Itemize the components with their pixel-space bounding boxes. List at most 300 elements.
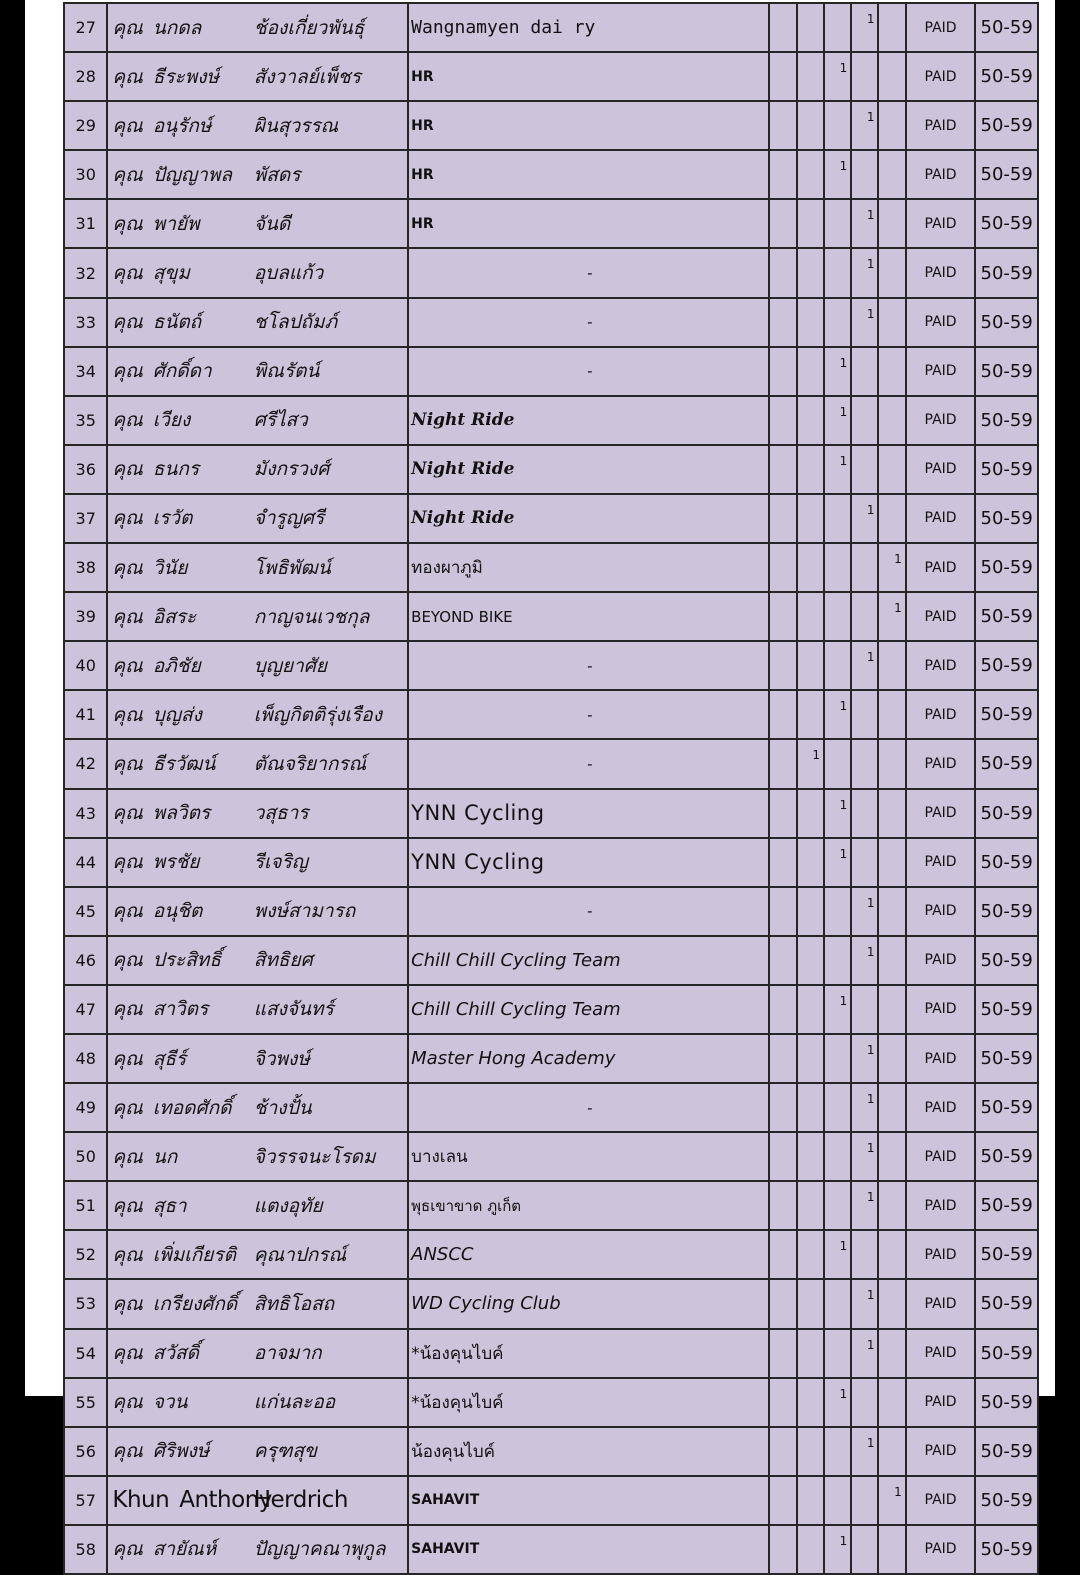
category-mark-cell: 1 xyxy=(878,1476,905,1525)
category-mark-cell xyxy=(851,150,878,199)
first-name-cell xyxy=(107,1378,253,1427)
category-mark-cell xyxy=(797,3,824,52)
first-name: ศิริพงษ์ xyxy=(152,1440,210,1463)
team-cell: WD Cycling Club xyxy=(408,1279,769,1328)
row-number-cell: 40 xyxy=(64,641,107,690)
payment-status-cell: PAID xyxy=(906,739,976,788)
category-mark-cell xyxy=(769,936,796,985)
category-mark-cell xyxy=(797,1378,824,1427)
row-number-cell: 37 xyxy=(64,494,107,543)
table-row xyxy=(64,1476,1038,1525)
payment-status-cell: PAID xyxy=(906,396,976,445)
first-name-cell xyxy=(107,1329,253,1378)
team-cell: YNN Cycling xyxy=(408,838,769,887)
first-name: อนุรักษ์ xyxy=(152,114,212,137)
team-cell: - xyxy=(408,298,769,347)
category-mark-cell xyxy=(797,52,824,101)
first-name: นกดล xyxy=(152,16,202,39)
first-name: ปัญญาพล xyxy=(152,163,233,186)
table-row xyxy=(64,347,1038,396)
category-mark-cell xyxy=(878,52,905,101)
category-mark-cell xyxy=(878,936,905,985)
category-mark-cell xyxy=(878,887,905,936)
category-mark-cell xyxy=(824,1427,851,1476)
name-prefix: คุณ xyxy=(112,360,143,383)
category-mark-cell xyxy=(851,396,878,445)
row-number-cell: 31 xyxy=(64,199,107,248)
category-mark-cell xyxy=(769,1230,796,1279)
category-mark-cell xyxy=(797,543,824,592)
table-row xyxy=(64,1083,1038,1132)
category-mark-cell xyxy=(878,1181,905,1230)
first-name-cell xyxy=(107,1230,253,1279)
category-mark-cell: 1 xyxy=(851,936,878,985)
category-mark-cell xyxy=(878,248,905,297)
first-name: จวน xyxy=(152,1391,188,1414)
category-mark-cell xyxy=(824,3,851,52)
age-group-cell: 50-59 xyxy=(975,1181,1038,1230)
age-group-cell: 50-59 xyxy=(975,101,1038,150)
category-mark-cell: 1 xyxy=(824,1230,851,1279)
first-name-cell xyxy=(107,592,253,641)
table-row xyxy=(64,494,1038,543)
category-mark-cell xyxy=(797,887,824,936)
age-group-cell: 50-59 xyxy=(975,1132,1038,1181)
row-number-cell: 57 xyxy=(64,1476,107,1525)
payment-status-cell: PAID xyxy=(906,1083,976,1132)
category-mark-cell xyxy=(797,985,824,1034)
category-mark-cell xyxy=(878,199,905,248)
table-row xyxy=(64,641,1038,690)
team-cell: Night Ride xyxy=(408,494,769,543)
row-number-cell: 58 xyxy=(64,1525,107,1574)
name-prefix: คุณ xyxy=(112,851,143,874)
row-number-cell: 49 xyxy=(64,1083,107,1132)
category-mark-cell: 1 xyxy=(851,1329,878,1378)
last-name-cell: พงษ์สามารถ xyxy=(254,887,408,936)
category-mark-cell xyxy=(851,1476,878,1525)
category-mark-cell xyxy=(797,347,824,396)
table-row xyxy=(64,101,1038,150)
name-prefix: คุณ xyxy=(112,262,143,285)
payment-status-cell: PAID xyxy=(906,1378,976,1427)
first-name-cell xyxy=(107,445,253,494)
first-name: พายัพ xyxy=(152,212,200,235)
last-name-cell: เพ็ญกิตติรุ่งเรือง xyxy=(254,690,408,739)
category-mark-cell xyxy=(769,1476,796,1525)
category-mark-cell xyxy=(797,838,824,887)
team-cell: - xyxy=(408,641,769,690)
last-name-cell: แตงอุทัย xyxy=(254,1181,408,1230)
category-mark-cell xyxy=(878,3,905,52)
team-cell: - xyxy=(408,690,769,739)
last-name-cell: แสงจันทร์ xyxy=(254,985,408,1034)
category-mark-cell xyxy=(797,1181,824,1230)
last-name-cell: จันดี xyxy=(254,199,408,248)
last-name-cell: ครุฑสุข xyxy=(254,1427,408,1476)
row-number-cell: 46 xyxy=(64,936,107,985)
category-mark-cell xyxy=(797,298,824,347)
first-name-cell xyxy=(107,936,253,985)
category-mark-cell xyxy=(769,1279,796,1328)
category-mark-cell xyxy=(797,789,824,838)
last-name-cell: คุณาปกรณ์ xyxy=(254,1230,408,1279)
table-row xyxy=(64,1230,1038,1279)
age-group-cell: 50-59 xyxy=(975,396,1038,445)
first-name-cell xyxy=(107,641,253,690)
last-name-cell: กาญจนเวชกุล xyxy=(254,592,408,641)
category-mark-cell xyxy=(878,1279,905,1328)
category-mark-cell xyxy=(851,739,878,788)
team-cell: - xyxy=(408,248,769,297)
category-mark-cell xyxy=(769,789,796,838)
table-row xyxy=(64,396,1038,445)
category-mark-cell xyxy=(797,1427,824,1476)
name-prefix: คุณ xyxy=(112,16,143,39)
age-group-cell: 50-59 xyxy=(975,1230,1038,1279)
row-number-cell: 35 xyxy=(64,396,107,445)
team-cell: HR xyxy=(408,150,769,199)
category-mark-cell xyxy=(851,347,878,396)
category-mark-cell: 1 xyxy=(851,1181,878,1230)
first-name-cell xyxy=(107,199,253,248)
document-page xyxy=(25,0,1055,1561)
category-mark-cell: 1 xyxy=(851,1034,878,1083)
first-name: Anthony xyxy=(179,1487,272,1514)
name-prefix: คุณ xyxy=(112,163,143,186)
age-group-cell: 50-59 xyxy=(975,1476,1038,1525)
name-prefix: คุณ xyxy=(112,556,143,579)
first-name: ธนัตถ์ xyxy=(152,311,202,334)
payment-status-cell: PAID xyxy=(906,52,976,101)
first-name-cell xyxy=(107,1034,253,1083)
category-mark-cell: 1 xyxy=(878,543,905,592)
category-mark-cell xyxy=(878,445,905,494)
first-name: ศักดิ์ดา xyxy=(152,360,212,383)
team-cell: Night Ride xyxy=(408,445,769,494)
category-mark-cell xyxy=(878,1378,905,1427)
first-name: พรชัย xyxy=(152,851,200,874)
name-prefix: คุณ xyxy=(112,752,143,775)
first-name-cell xyxy=(107,1132,253,1181)
category-mark-cell xyxy=(824,936,851,985)
name-prefix: คุณ xyxy=(112,1243,143,1266)
row-number-cell: 30 xyxy=(64,150,107,199)
table-row xyxy=(64,985,1038,1034)
category-mark-cell: 1 xyxy=(851,1279,878,1328)
category-mark-cell xyxy=(769,838,796,887)
row-number-cell: 43 xyxy=(64,789,107,838)
table-row xyxy=(64,1279,1038,1328)
category-mark-cell xyxy=(878,347,905,396)
category-mark-cell xyxy=(824,543,851,592)
row-number-cell: 44 xyxy=(64,838,107,887)
row-number-cell: 34 xyxy=(64,347,107,396)
first-name: เกรียงศักดิ์ xyxy=(152,1292,238,1315)
category-mark-cell: 1 xyxy=(851,1132,878,1181)
payment-status-cell: PAID xyxy=(906,1279,976,1328)
row-number-cell: 29 xyxy=(64,101,107,150)
name-prefix: คุณ xyxy=(112,507,143,530)
name-prefix: คุณ xyxy=(112,311,143,334)
category-mark-cell: 1 xyxy=(824,445,851,494)
category-mark-cell xyxy=(878,396,905,445)
payment-status-cell: PAID xyxy=(906,3,976,52)
category-mark-cell xyxy=(824,887,851,936)
payment-status-cell: PAID xyxy=(906,789,976,838)
first-name: ธีรวัฒน์ xyxy=(152,752,216,775)
row-number-cell: 27 xyxy=(64,3,107,52)
first-name: สุธา xyxy=(152,1194,187,1217)
name-prefix: คุณ xyxy=(112,802,143,825)
first-name: นก xyxy=(152,1145,178,1168)
category-mark-cell xyxy=(878,494,905,543)
category-mark-cell xyxy=(797,1329,824,1378)
category-mark-cell xyxy=(878,1083,905,1132)
payment-status-cell: PAID xyxy=(906,936,976,985)
age-group-cell: 50-59 xyxy=(975,199,1038,248)
last-name-cell: ชโลปถัมภ์ xyxy=(254,298,408,347)
row-number-cell: 53 xyxy=(64,1279,107,1328)
age-group-cell: 50-59 xyxy=(975,1525,1038,1574)
first-name-cell xyxy=(107,52,253,101)
category-mark-cell xyxy=(851,543,878,592)
category-mark-cell xyxy=(797,396,824,445)
last-name-cell: แก่นละออ xyxy=(254,1378,408,1427)
payment-status-cell: PAID xyxy=(906,1476,976,1525)
table-row xyxy=(64,543,1038,592)
category-mark-cell xyxy=(797,150,824,199)
category-mark-cell xyxy=(769,248,796,297)
first-name: ประสิทธิ์ xyxy=(152,949,221,972)
table-row xyxy=(64,592,1038,641)
category-mark-cell xyxy=(878,789,905,838)
first-name: พลวิตร xyxy=(152,802,211,825)
category-mark-cell xyxy=(824,1132,851,1181)
category-mark-cell xyxy=(797,494,824,543)
category-mark-cell xyxy=(769,1034,796,1083)
name-prefix: คุณ xyxy=(112,900,143,923)
name-prefix: คุณ xyxy=(112,1342,143,1365)
category-mark-cell xyxy=(769,739,796,788)
category-mark-cell: 1 xyxy=(878,592,905,641)
name-prefix: คุณ xyxy=(112,212,143,235)
table-row xyxy=(64,248,1038,297)
row-number-cell: 47 xyxy=(64,985,107,1034)
name-prefix: คุณ xyxy=(112,1440,143,1463)
category-mark-cell xyxy=(797,690,824,739)
row-number-cell: 51 xyxy=(64,1181,107,1230)
row-number-cell: 50 xyxy=(64,1132,107,1181)
category-mark-cell xyxy=(797,101,824,150)
category-mark-cell xyxy=(851,1230,878,1279)
first-name-cell xyxy=(107,150,253,199)
first-name: สวัสดิ์ xyxy=(152,1342,199,1365)
category-mark-cell: 1 xyxy=(824,690,851,739)
first-name: สุขุม xyxy=(152,262,190,285)
team-cell: Chill Chill Cycling Team xyxy=(408,936,769,985)
table-row xyxy=(64,690,1038,739)
table-row xyxy=(64,1034,1038,1083)
payment-status-cell: PAID xyxy=(906,985,976,1034)
last-name-cell: จิวรรจนะโรดม xyxy=(254,1132,408,1181)
category-mark-cell xyxy=(769,641,796,690)
category-mark-cell: 1 xyxy=(824,52,851,101)
name-prefix: คุณ xyxy=(112,1292,143,1315)
first-name-cell xyxy=(107,690,253,739)
age-group-cell: 50-59 xyxy=(975,641,1038,690)
team-cell: HR xyxy=(408,199,769,248)
category-mark-cell xyxy=(851,690,878,739)
payment-status-cell: PAID xyxy=(906,641,976,690)
row-number-cell: 56 xyxy=(64,1427,107,1476)
last-name-cell: วสุธาร xyxy=(254,789,408,838)
first-name-cell xyxy=(107,248,253,297)
last-name-cell: ตัณจริยากรณ์ xyxy=(254,739,408,788)
payment-status-cell: PAID xyxy=(906,543,976,592)
payment-status-cell: PAID xyxy=(906,347,976,396)
first-name-cell xyxy=(107,1427,253,1476)
last-name-cell: มังกรวงศ์ xyxy=(254,445,408,494)
team-cell: บางเลน xyxy=(408,1132,769,1181)
team-cell: *น้องคุนไบค์ xyxy=(408,1329,769,1378)
last-name-cell: Herdrich xyxy=(254,1476,408,1525)
table-row xyxy=(64,1427,1038,1476)
age-group-cell: 50-59 xyxy=(975,739,1038,788)
first-name-cell xyxy=(107,789,253,838)
age-group-cell: 50-59 xyxy=(975,347,1038,396)
row-number-cell: 45 xyxy=(64,887,107,936)
row-number-cell: 48 xyxy=(64,1034,107,1083)
table-row xyxy=(64,1181,1038,1230)
first-name: สุธีร์ xyxy=(152,1047,187,1070)
first-name-cell xyxy=(107,985,253,1034)
row-number-cell: 28 xyxy=(64,52,107,101)
payment-status-cell: PAID xyxy=(906,150,976,199)
first-name: สาวิตร xyxy=(152,998,209,1021)
first-name-cell xyxy=(107,1525,253,1574)
last-name-cell: พัสดร xyxy=(254,150,408,199)
category-mark-cell xyxy=(769,347,796,396)
age-group-cell: 50-59 xyxy=(975,838,1038,887)
category-mark-cell xyxy=(769,298,796,347)
table-row xyxy=(64,887,1038,936)
first-name-cell xyxy=(107,396,253,445)
table-row xyxy=(64,936,1038,985)
category-mark-cell: 1 xyxy=(797,739,824,788)
age-group-cell: 50-59 xyxy=(975,1083,1038,1132)
name-prefix: Khun xyxy=(112,1487,170,1514)
name-prefix: คุณ xyxy=(112,1194,143,1217)
payment-status-cell: PAID xyxy=(906,1427,976,1476)
category-mark-cell xyxy=(878,1230,905,1279)
category-mark-cell xyxy=(851,52,878,101)
first-name-cell xyxy=(107,494,253,543)
table-row xyxy=(64,1329,1038,1378)
first-name-cell xyxy=(107,887,253,936)
name-prefix: คุณ xyxy=(112,458,143,481)
age-group-cell: 50-59 xyxy=(975,3,1038,52)
age-group-cell: 50-59 xyxy=(975,298,1038,347)
category-mark-cell: 1 xyxy=(824,396,851,445)
first-name: เวียง xyxy=(152,409,191,432)
category-mark-cell xyxy=(797,1230,824,1279)
last-name-cell: จิวพงษ์ xyxy=(254,1034,408,1083)
category-mark-cell: 1 xyxy=(851,298,878,347)
category-mark-cell xyxy=(797,592,824,641)
team-cell: YNN Cycling xyxy=(408,789,769,838)
team-cell: SAHAVIT xyxy=(408,1525,769,1574)
team-cell: Master Hong Academy xyxy=(408,1034,769,1083)
category-mark-cell xyxy=(851,838,878,887)
table-row xyxy=(64,789,1038,838)
first-name-cell xyxy=(107,739,253,788)
payment-status-cell: PAID xyxy=(906,838,976,887)
age-group-cell: 50-59 xyxy=(975,1279,1038,1328)
first-name-cell xyxy=(107,1476,272,1525)
team-cell: - xyxy=(408,887,769,936)
category-mark-cell xyxy=(797,445,824,494)
category-mark-cell xyxy=(851,985,878,1034)
table-row xyxy=(64,1132,1038,1181)
category-mark-cell: 1 xyxy=(824,347,851,396)
payment-status-cell: PAID xyxy=(906,1132,976,1181)
category-mark-cell xyxy=(769,1329,796,1378)
category-mark-cell: 1 xyxy=(824,985,851,1034)
name-prefix: คุณ xyxy=(112,654,143,677)
team-cell: - xyxy=(408,739,769,788)
category-mark-cell xyxy=(824,1034,851,1083)
last-name-cell: อุบลแก้ว xyxy=(254,248,408,297)
category-mark-cell xyxy=(797,1279,824,1328)
payment-status-cell: PAID xyxy=(906,494,976,543)
category-mark-cell xyxy=(769,101,796,150)
last-name-cell: สิทธิยศ xyxy=(254,936,408,985)
category-mark-cell xyxy=(769,494,796,543)
category-mark-cell: 1 xyxy=(851,641,878,690)
age-group-cell: 50-59 xyxy=(975,1427,1038,1476)
last-name-cell: ปัญญาคณาพุกูล xyxy=(254,1525,408,1574)
row-number-cell: 54 xyxy=(64,1329,107,1378)
category-mark-cell xyxy=(824,1476,851,1525)
first-name-cell xyxy=(107,101,253,150)
first-name: ธีระพงษ์ xyxy=(152,65,220,88)
payment-status-cell: PAID xyxy=(906,1329,976,1378)
table-row xyxy=(64,1525,1038,1574)
table-row xyxy=(64,445,1038,494)
age-group-cell: 50-59 xyxy=(975,690,1038,739)
table-row xyxy=(64,1378,1038,1427)
age-group-cell: 50-59 xyxy=(975,543,1038,592)
category-mark-cell xyxy=(878,150,905,199)
category-mark-cell xyxy=(797,199,824,248)
category-mark-cell xyxy=(824,641,851,690)
category-mark-cell xyxy=(797,1476,824,1525)
category-mark-cell xyxy=(878,641,905,690)
first-name: เทอดศักดิ์ xyxy=(152,1096,232,1119)
table-row xyxy=(64,298,1038,347)
row-number-cell: 55 xyxy=(64,1378,107,1427)
category-mark-cell: 1 xyxy=(851,248,878,297)
payment-status-cell: PAID xyxy=(906,101,976,150)
first-name: อิสระ xyxy=(152,605,197,628)
first-name: อภิชัย xyxy=(152,654,201,677)
category-mark-cell xyxy=(878,1525,905,1574)
category-mark-cell xyxy=(878,739,905,788)
age-group-cell: 50-59 xyxy=(975,592,1038,641)
first-name-cell xyxy=(107,347,253,396)
first-name-cell xyxy=(107,1083,253,1132)
